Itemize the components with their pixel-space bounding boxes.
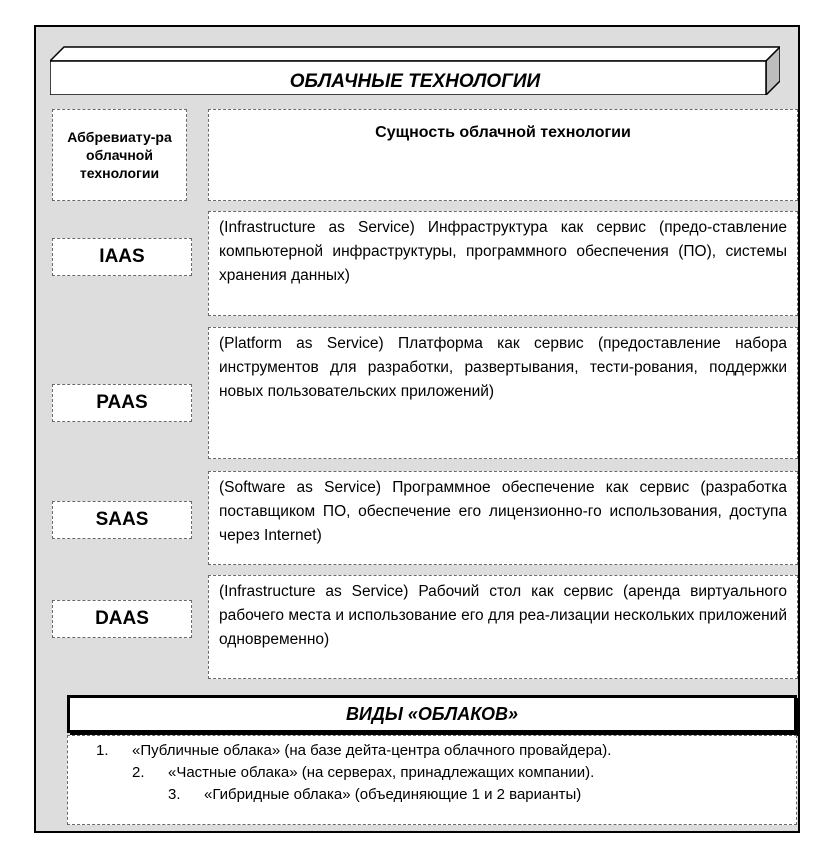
cloud-types-list xyxy=(67,735,797,825)
paas-abbr: PAAS xyxy=(52,384,192,422)
daas-description: (Infrastructure as Service) Рабочий стол как сервис (аренда виртуального рабочего места и использование его для реа-лизации нескольких приложений одновременно) xyxy=(208,575,798,679)
saas-abbr: SAAS xyxy=(52,501,192,539)
list-item xyxy=(132,762,594,784)
abbreviation-header xyxy=(52,109,187,201)
list-item-number: 2. xyxy=(132,764,145,781)
diagram-frame xyxy=(34,25,800,833)
title-banner xyxy=(50,43,780,95)
list-item xyxy=(96,740,611,762)
essence-header: Сущность облачной технологии xyxy=(208,109,798,201)
list-item-text: «Частные облака» (на серверах, принадлежащих компании). xyxy=(168,764,595,781)
list-item-text: «Публичные облака» (на базе дейта-центра облачного провайдера). xyxy=(132,742,612,759)
list-item-number: 1. xyxy=(96,742,109,759)
iaas-abbr: IAAS xyxy=(52,238,192,276)
list-item xyxy=(168,784,581,806)
abbreviation-header-text: Аббревиату-ра облачной технологии xyxy=(67,129,172,181)
daas-abbr: DAAS xyxy=(52,600,192,638)
list-item-number: 3. xyxy=(168,786,181,803)
paas-description: (Platform as Service) Платформа как сервис (предоставление набора инструментов для разработки, развертывания, тести-рования, поддержки новых пользовательских приложений) xyxy=(208,327,798,459)
page-title: ОБЛАЧНЫЕ ТЕХНОЛОГИИ xyxy=(289,71,541,92)
list-item-text: «Гибридные облака» (объединяющие 1 и 2 варианты) xyxy=(204,786,582,803)
iaas-description: (Infrastructure as Service) Инфраструктура как сервис (предо-ставление компьютерной инфраструктуры, программного обеспечения (ПО), системы хранения данных) xyxy=(208,211,798,316)
saas-description: (Software as Service) Программное обеспечение как сервис (разработка поставщиком ПО, обеспечение его лицензионно-го использования, доступа через Internet) xyxy=(208,471,798,565)
cloud-types-title: ВИДЫ «ОБЛАКОВ» xyxy=(67,695,797,733)
